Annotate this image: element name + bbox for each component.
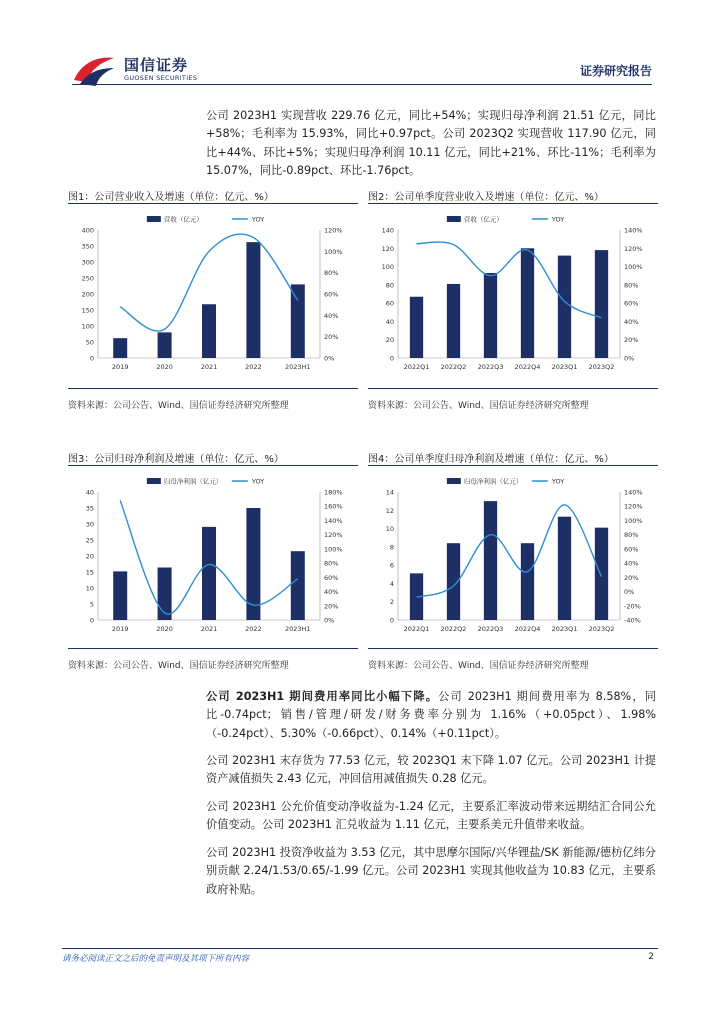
y-left-tick-label: 14 (385, 488, 394, 497)
y-right-tick-label: 20% (624, 336, 639, 345)
y-left-tick-label: 40 (85, 488, 94, 497)
y-right-tick-label: 140% (624, 226, 643, 235)
bar-2022Q2 (447, 284, 460, 358)
x-tick-label: 2022Q2 (440, 625, 467, 633)
bar-2023Q1 (558, 256, 571, 358)
y-left-tick-label: 40 (385, 317, 394, 326)
figure-3-chart (68, 470, 358, 642)
figure-4-chart (368, 470, 658, 642)
company-logo (72, 52, 222, 88)
figure-4-bottom-rule (368, 648, 658, 649)
x-tick-label: 2022Q2 (440, 363, 467, 371)
section-investment-income: 公司 2023H1 投资净收益为 3.53 亿元，其中思摩尔国际/兴华锂盐/SK 新能源/德枋亿纬分别贡献 2.24/1.53/0.65/-1.99 亿元。公司 2023H1 实现其他收益为 10.83 亿元，主要系政府补贴。 (206, 846, 656, 896)
y-left-tick-label: 8 (389, 543, 394, 552)
x-tick-label: 2022Q1 (403, 625, 430, 633)
y-right-tick-label: 80% (324, 559, 339, 568)
y-left-tick-label: 100 (81, 322, 94, 331)
x-tick-label: 2022Q4 (514, 625, 541, 633)
legend-bar-label: 归母净利润（亿元） (163, 477, 223, 486)
legend-line-label: YOY (551, 215, 565, 224)
y-right-tick-label: 20% (324, 333, 339, 342)
y-right-tick-label: 80% (324, 269, 339, 278)
x-tick-label: 2021 (200, 363, 218, 371)
figure-2-title: 图2：公司单季度营业收入及增速（单位：亿元、%） (368, 192, 604, 203)
y-right-tick-label: 120% (324, 531, 343, 540)
y-left-tick-label: 20 (85, 552, 94, 561)
y-left-tick-label: 12 (385, 506, 394, 515)
y-right-tick-label: 60% (624, 545, 639, 554)
figure-3-bottom-rule (68, 648, 358, 649)
y-right-tick-label: -40% (624, 616, 641, 625)
figure-3-title: 图3：公司归母净利润及增速（单位：亿元、%） (68, 454, 284, 465)
bar-2022Q1 (410, 297, 423, 358)
bar-2022Q4 (521, 248, 534, 358)
x-tick-label: 2023Q2 (588, 625, 615, 633)
bar-2022Q3 (484, 501, 497, 620)
bar-2019 (113, 571, 127, 620)
y-right-tick-label: 40% (624, 317, 639, 326)
bar-2021 (202, 304, 216, 358)
y-left-tick-label: 80 (385, 281, 394, 290)
section-expense-text: 公司 2023H1 期间费用率为 8.58%，同比-0.74pct；销售/管理/研发/财务费率分别为 1.16%（+0.05pct）、1.98%（-0.24pct）、5.30%（-0.66pct）、0.14%（+0.11pct）。 (206, 690, 656, 740)
y-left-tick-label: 6 (389, 561, 394, 570)
legend-bar-label: 营收（亿元） (163, 215, 203, 224)
y-left-tick-label: 350 (81, 242, 94, 251)
legend-bar-label: 营收（亿元） (463, 215, 503, 224)
legend-line-label: YOY (251, 215, 265, 224)
y-left-tick-label: 100 (381, 263, 394, 272)
header-divider (72, 84, 652, 85)
y-right-tick-label: 0% (624, 354, 635, 363)
y-right-tick-label: 160% (324, 502, 343, 511)
bar-2023Q1 (558, 517, 571, 620)
x-tick-label: 2022 (245, 625, 262, 633)
y-right-tick-label: 20% (324, 602, 339, 611)
bar-2019 (113, 338, 127, 358)
y-right-tick-label: 140% (324, 516, 343, 525)
y-right-tick-label: 0% (624, 588, 635, 597)
x-tick-label: 2020 (156, 625, 173, 633)
x-tick-label: 2023H1 (285, 625, 311, 633)
section-inventory: 公司 2023H1 末存货为 77.53 亿元，较 2023Q1 末下降 1.07 亿元。公司 2023H1 计提资产减值损失 2.43 亿元，冲回信用减值损失 0.28 亿元。 (206, 754, 656, 786)
y-left-tick-label: 200 (81, 290, 94, 299)
bar-2022 (246, 242, 260, 358)
y-right-tick-label: 180% (324, 488, 343, 497)
figure-2-bottom-rule (368, 388, 658, 389)
y-left-tick-label: 4 (389, 579, 394, 588)
y-left-tick-label: 120 (381, 244, 394, 253)
figure-4-rule (368, 465, 658, 466)
y-right-tick-label: 120% (624, 502, 643, 511)
x-tick-label: 2023H1 (285, 363, 311, 371)
figure-3-source: 资料来源：公司公告、Wind、国信证券经济研究所整理 (68, 661, 289, 671)
y-left-tick-label: 0 (389, 616, 394, 625)
y-right-tick-label: 140% (624, 488, 643, 497)
y-left-tick-label: 0 (389, 354, 394, 363)
x-tick-label: 2022 (245, 363, 262, 371)
figure-1-source: 资料来源：公司公告、Wind、国信证券经济研究所整理 (68, 401, 289, 411)
x-tick-label: 2022Q4 (514, 363, 541, 371)
y-left-tick-label: 0 (89, 616, 94, 625)
chart-4-svg (368, 470, 658, 642)
legend-bar-swatch (447, 216, 461, 222)
y-left-tick-label: 300 (81, 258, 94, 267)
y-right-tick-label: 60% (324, 573, 339, 582)
y-left-tick-label: 20 (385, 336, 394, 345)
x-tick-label: 2023Q1 (551, 625, 578, 633)
x-tick-label: 2023Q1 (551, 363, 578, 371)
bar-2022Q4 (521, 543, 534, 620)
chart-2-svg (368, 208, 658, 380)
y-left-tick-label: 15 (85, 568, 94, 577)
x-tick-label: 2020 (156, 363, 173, 371)
x-tick-label: 2022Q3 (477, 363, 504, 371)
y-left-tick-label: 35 (85, 504, 94, 513)
footer-divider (62, 948, 658, 949)
yoy-line (417, 242, 602, 318)
x-tick-label: 2022Q1 (403, 363, 430, 371)
chart-1-svg (68, 208, 358, 380)
y-left-tick-label: 400 (81, 226, 94, 235)
bar-2023Q2 (595, 250, 608, 358)
yoy-line (417, 505, 602, 597)
y-left-tick-label: 25 (85, 536, 94, 545)
section-expense-lead: 公司 2023H1 期间费用率同比小幅下降。 (206, 690, 439, 703)
y-right-tick-label: 0% (324, 354, 335, 363)
guosen-logo-icon (72, 52, 116, 86)
y-right-tick-label: 20% (624, 573, 639, 582)
logo-english-name: GUOSEN SECURITIES (124, 74, 198, 82)
legend-bar-swatch (447, 478, 461, 484)
figure-1-title: 图1：公司营业收入及增速（单位：亿元、%） (68, 192, 274, 203)
section-fair-value: 公司 2023H1 公允价值变动净收益为-1.24 亿元，主要系汇率波动带来远期结汇合同公允价值变动。公司 2023H1 汇兑收益为 1.11 亿元，主要系美元升值带来收益。 (206, 800, 656, 832)
y-left-tick-label: 150 (81, 306, 94, 315)
y-right-tick-label: 0% (324, 616, 335, 625)
legend-line-label: YOY (251, 477, 265, 486)
section-expense-ratio (206, 688, 656, 743)
y-left-tick-label: 10 (85, 584, 94, 593)
legend-bar-label: 归母净利润（亿元） (463, 477, 523, 486)
figure-1-bottom-rule (68, 388, 358, 389)
page-number: 2 (648, 952, 654, 962)
x-tick-label: 2019 (111, 625, 129, 633)
y-left-tick-label: 50 (85, 338, 94, 347)
bar-2021 (202, 527, 216, 620)
intro-paragraph: 公司 2023H1 实现营收 229.76 亿元，同比+54%；实现归母净利润 21.51 亿元，同比+58%；毛利率为 15.93%，同比+0.97pct。公司 2023Q2 实现营收 117.90 亿元，同比+44%、环比+5%；实现归母净利润 10.11 亿元，同比+21%、环比-11%；毛利率为 15.07%，同比-0.89pct、环比-1.76pct。 (206, 109, 656, 177)
bar-2023Q2 (595, 528, 608, 620)
y-right-tick-label: 60% (324, 290, 339, 299)
y-right-tick-label: 100% (624, 516, 643, 525)
y-right-tick-label: 120% (324, 226, 343, 235)
y-left-tick-label: 5 (89, 600, 94, 609)
legend-bar-swatch (147, 478, 161, 484)
y-right-tick-label: 100% (624, 263, 643, 272)
figure-2-chart (368, 208, 658, 380)
y-right-tick-label: 100% (324, 247, 343, 256)
page-header (0, 0, 724, 90)
bar-2023H1 (291, 284, 305, 358)
chart-3-svg (68, 470, 358, 642)
y-left-tick-label: 250 (81, 274, 94, 283)
y-right-tick-label: 100% (324, 545, 343, 554)
y-right-tick-label: -20% (624, 602, 641, 611)
figure-4-title: 图4：公司单季度归母净利润及增速（单位：亿元、%） (368, 454, 614, 465)
y-left-tick-label: 30 (85, 520, 94, 529)
y-right-tick-label: 60% (624, 299, 639, 308)
y-left-tick-label: 140 (381, 226, 394, 235)
y-right-tick-label: 40% (324, 311, 339, 320)
footer-disclaimer: 请务必阅读正文之后的免责声明及其项下所有内容 (62, 954, 250, 964)
report-type-label: 证券研究报告 (579, 64, 652, 78)
figure-1-chart (68, 208, 358, 380)
bar-2022Q3 (484, 273, 497, 358)
figure-2-source: 资料来源：公司公告、Wind、国信证券经济研究所整理 (368, 401, 589, 411)
x-tick-label: 2021 (200, 625, 218, 633)
legend-bar-swatch (147, 216, 161, 222)
y-left-tick-label: 2 (389, 598, 394, 607)
x-tick-label: 2023Q2 (588, 363, 615, 371)
legend-line-label: YOY (551, 477, 565, 486)
y-left-tick-label: 10 (385, 525, 394, 534)
x-tick-label: 2022Q3 (477, 625, 504, 633)
figure-4-source: 资料来源：公司公告、Wind、国信证券经济研究所整理 (368, 661, 589, 671)
figure-2-rule (368, 203, 658, 204)
logo-chinese-name: 国信证券 (124, 56, 189, 74)
x-tick-label: 2019 (111, 363, 129, 371)
y-right-tick-label: 80% (624, 281, 639, 290)
y-left-tick-label: 60 (385, 299, 394, 308)
y-right-tick-label: 40% (324, 588, 339, 597)
y-right-tick-label: 80% (624, 531, 639, 540)
bar-2023H1 (291, 551, 305, 620)
y-right-tick-label: 40% (624, 559, 639, 568)
figure-1-rule (68, 203, 358, 204)
y-left-tick-label: 0 (89, 354, 94, 363)
y-right-tick-label: 120% (624, 244, 643, 253)
bar-2020 (158, 332, 172, 358)
figure-3-rule (68, 465, 358, 466)
